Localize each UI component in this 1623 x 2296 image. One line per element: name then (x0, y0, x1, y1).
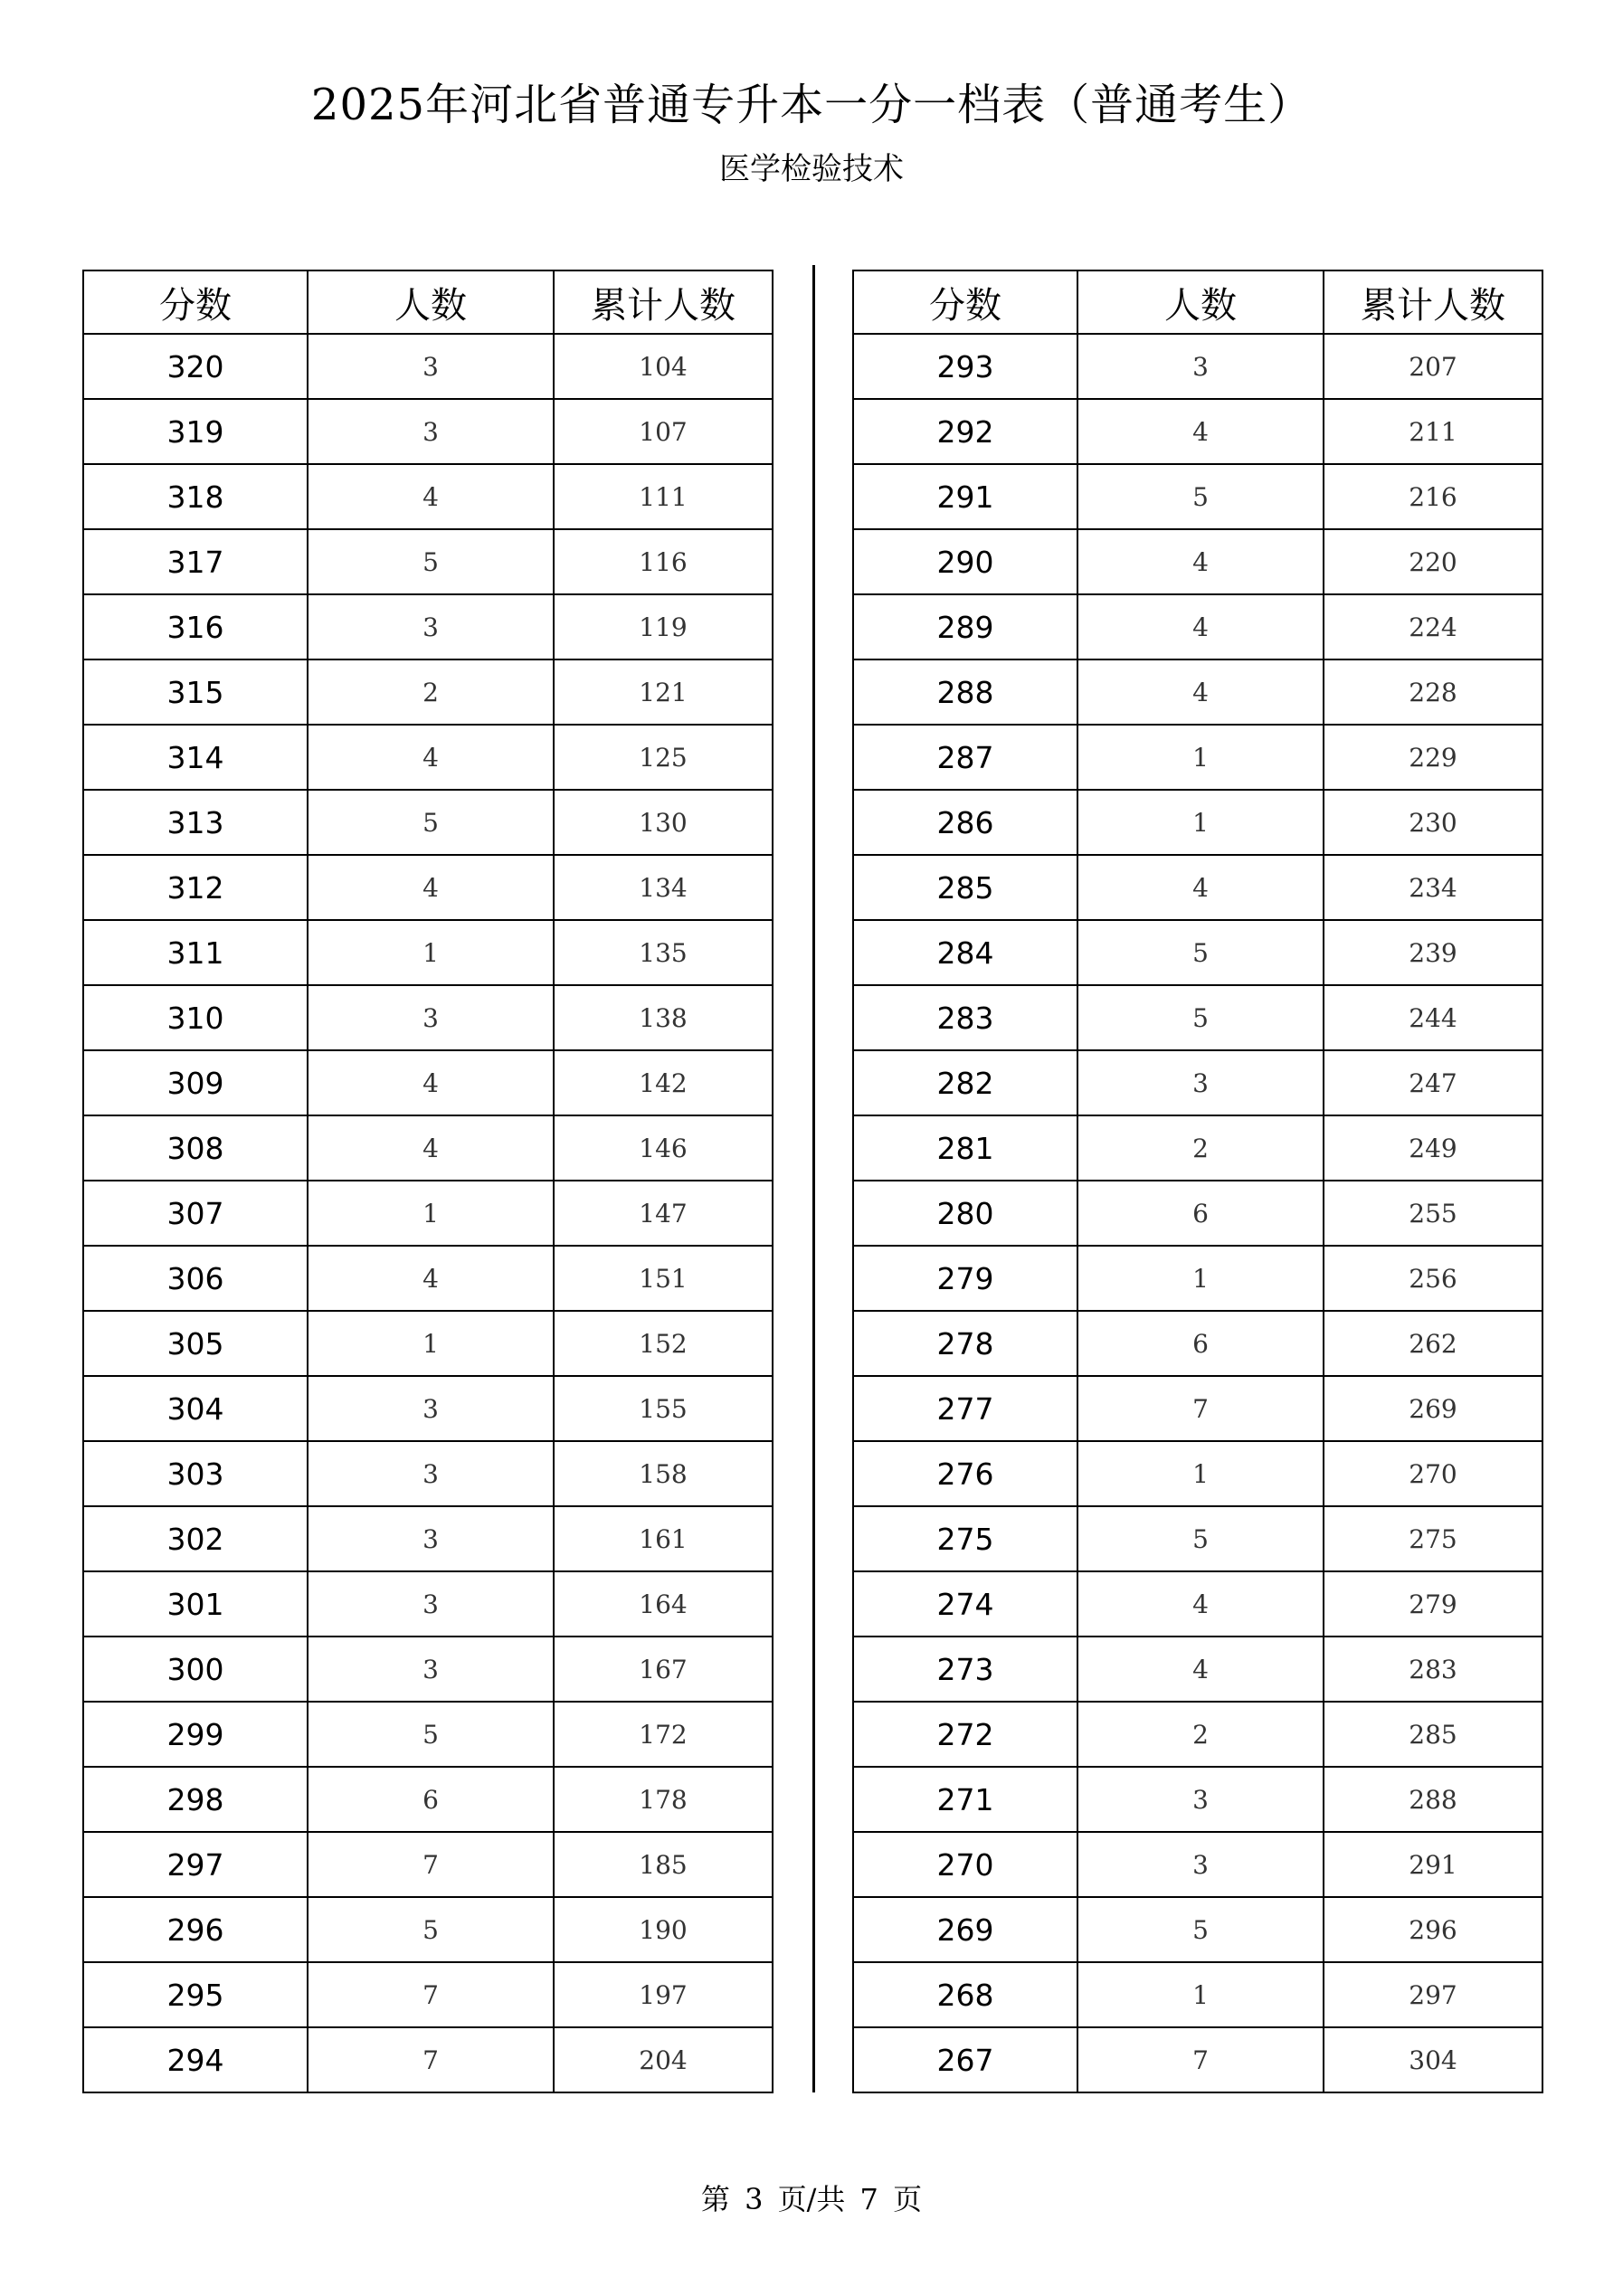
table-row (853, 725, 1542, 790)
score-cell: 291 (853, 464, 1077, 529)
table-row (83, 594, 773, 659)
cumulative-cell: 211 (1324, 399, 1542, 464)
table-row (83, 464, 773, 529)
score-cell: 274 (853, 1571, 1077, 1637)
table-row (83, 985, 773, 1050)
count-cell: 1 (1077, 1441, 1324, 1506)
count-cell: 1 (308, 1311, 554, 1376)
cumulative-cell: 239 (1324, 920, 1542, 985)
table-row (853, 920, 1542, 985)
count-cell: 2 (1077, 1115, 1324, 1181)
count-cell: 3 (308, 399, 554, 464)
count-cell: 3 (308, 1441, 554, 1506)
score-table-left (82, 270, 774, 2093)
score-cell: 277 (853, 1376, 1077, 1441)
table-row (853, 1506, 1542, 1571)
count-cell: 4 (1077, 855, 1324, 920)
count-cell: 1 (308, 1181, 554, 1246)
cumulative-cell: 130 (554, 790, 773, 855)
table-row (853, 855, 1542, 920)
score-cell: 281 (853, 1115, 1077, 1181)
cumulative-cell: 304 (1324, 2027, 1542, 2092)
cumulative-cell: 255 (1324, 1181, 1542, 1246)
score-cell: 295 (83, 1962, 308, 2027)
cumulative-cell: 116 (554, 529, 773, 594)
count-cell: 3 (308, 1571, 554, 1637)
count-cell: 3 (308, 334, 554, 399)
count-cell: 5 (308, 790, 554, 855)
cumulative-cell: 279 (1324, 1571, 1542, 1637)
count-cell: 3 (308, 1506, 554, 1571)
header-score: 分数 (853, 270, 1077, 334)
count-cell: 5 (1077, 920, 1324, 985)
count-cell: 7 (1077, 1376, 1324, 1441)
score-cell: 310 (83, 985, 308, 1050)
count-cell: 3 (308, 1637, 554, 1702)
cumulative-cell: 269 (1324, 1376, 1542, 1441)
table-row (853, 1962, 1542, 2027)
count-cell: 4 (308, 1246, 554, 1311)
cumulative-cell: 296 (1324, 1897, 1542, 1962)
table-row (83, 659, 773, 725)
score-table-right-body (853, 334, 1542, 2092)
count-cell: 4 (1077, 1571, 1324, 1637)
table-row (83, 529, 773, 594)
count-cell: 5 (308, 1897, 554, 1962)
table-row (853, 1050, 1542, 1115)
header-cumulative: 累计人数 (554, 270, 773, 334)
cumulative-cell: 285 (1324, 1702, 1542, 1767)
table-row (83, 1376, 773, 1441)
score-cell: 278 (853, 1311, 1077, 1376)
score-cell: 303 (83, 1441, 308, 1506)
table-row (83, 855, 773, 920)
cumulative-cell: 244 (1324, 985, 1542, 1050)
cumulative-cell: 134 (554, 855, 773, 920)
score-table-left-body (83, 334, 773, 2092)
score-cell: 300 (83, 1637, 308, 1702)
count-cell: 5 (308, 1702, 554, 1767)
score-cell: 305 (83, 1311, 308, 1376)
table-row (83, 399, 773, 464)
score-cell: 317 (83, 529, 308, 594)
cumulative-cell: 283 (1324, 1637, 1542, 1702)
count-cell: 1 (1077, 1962, 1324, 2027)
score-cell: 275 (853, 1506, 1077, 1571)
table-row (853, 1311, 1542, 1376)
table-row (853, 464, 1542, 529)
score-cell: 292 (853, 399, 1077, 464)
page-subtitle: 医学检验技术 (719, 151, 904, 187)
cumulative-cell: 125 (554, 725, 773, 790)
table-row (83, 1571, 773, 1637)
score-cell: 290 (853, 529, 1077, 594)
table-row (853, 594, 1542, 659)
table-header-row (853, 270, 1542, 334)
page-footer: 第 3 页/共 7 页 (700, 2182, 923, 2216)
score-cell: 284 (853, 920, 1077, 985)
cumulative-cell: 224 (1324, 594, 1542, 659)
table-row (83, 1181, 773, 1246)
cumulative-cell: 229 (1324, 725, 1542, 790)
table-row (83, 1246, 773, 1311)
score-cell: 294 (83, 2027, 308, 2092)
count-cell: 2 (308, 659, 554, 725)
cumulative-cell: 151 (554, 1246, 773, 1311)
table-row (83, 334, 773, 399)
table-row (853, 1702, 1542, 1767)
count-cell: 7 (308, 1962, 554, 2027)
count-cell: 4 (1077, 594, 1324, 659)
cumulative-cell: 119 (554, 594, 773, 659)
count-cell: 5 (1077, 1897, 1324, 1962)
count-cell: 5 (1077, 985, 1324, 1050)
score-cell: 293 (853, 334, 1077, 399)
score-cell: 308 (83, 1115, 308, 1181)
cumulative-cell: 104 (554, 334, 773, 399)
table-row (83, 725, 773, 790)
cumulative-cell: 256 (1324, 1246, 1542, 1311)
count-cell: 3 (1077, 1050, 1324, 1115)
count-cell: 4 (1077, 659, 1324, 725)
score-cell: 312 (83, 855, 308, 920)
cumulative-cell: 161 (554, 1506, 773, 1571)
score-cell: 307 (83, 1181, 308, 1246)
header-score: 分数 (83, 270, 308, 334)
count-cell: 4 (308, 725, 554, 790)
cumulative-cell: 142 (554, 1050, 773, 1115)
cumulative-cell: 230 (1324, 790, 1542, 855)
table-row (853, 659, 1542, 725)
table-row (853, 1181, 1542, 1246)
header-count: 人数 (1077, 270, 1324, 334)
count-cell: 7 (1077, 2027, 1324, 2092)
table-row (83, 1832, 773, 1897)
table-row (83, 1050, 773, 1115)
count-cell: 2 (1077, 1702, 1324, 1767)
cumulative-cell: 249 (1324, 1115, 1542, 1181)
score-cell: 298 (83, 1767, 308, 1832)
cumulative-cell: 228 (1324, 659, 1542, 725)
count-cell: 4 (1077, 399, 1324, 464)
count-cell: 3 (308, 1376, 554, 1441)
table-row (83, 1962, 773, 2027)
cumulative-cell: 107 (554, 399, 773, 464)
count-cell: 3 (1077, 1832, 1324, 1897)
cumulative-cell: 190 (554, 1897, 773, 1962)
header-cumulative: 累计人数 (1324, 270, 1542, 334)
count-cell: 3 (308, 985, 554, 1050)
table-row (83, 2027, 773, 2092)
cumulative-cell: 138 (554, 985, 773, 1050)
cumulative-cell: 270 (1324, 1441, 1542, 1506)
cumulative-cell: 178 (554, 1767, 773, 1832)
table-row (83, 1637, 773, 1702)
cumulative-cell: 158 (554, 1441, 773, 1506)
table-row (83, 1897, 773, 1962)
score-cell: 288 (853, 659, 1077, 725)
cumulative-cell: 135 (554, 920, 773, 985)
count-cell: 5 (1077, 464, 1324, 529)
score-cell: 287 (853, 725, 1077, 790)
cumulative-cell: 147 (554, 1181, 773, 1246)
score-cell: 314 (83, 725, 308, 790)
score-cell: 280 (853, 1181, 1077, 1246)
score-cell: 320 (83, 334, 308, 399)
score-cell: 286 (853, 790, 1077, 855)
cumulative-cell: 262 (1324, 1311, 1542, 1376)
table-row (853, 1637, 1542, 1702)
count-cell: 3 (1077, 1767, 1324, 1832)
score-cell: 316 (83, 594, 308, 659)
count-cell: 7 (308, 1832, 554, 1897)
table-row (853, 399, 1542, 464)
table-row (853, 529, 1542, 594)
count-cell: 1 (1077, 725, 1324, 790)
score-cell: 283 (853, 985, 1077, 1050)
cumulative-cell: 220 (1324, 529, 1542, 594)
cumulative-cell: 291 (1324, 1832, 1542, 1897)
table-row (853, 790, 1542, 855)
count-cell: 4 (308, 464, 554, 529)
count-cell: 5 (308, 529, 554, 594)
count-cell: 4 (1077, 529, 1324, 594)
table-row (83, 1702, 773, 1767)
count-cell: 1 (1077, 1246, 1324, 1311)
count-cell: 4 (308, 1115, 554, 1181)
table-row (853, 1897, 1542, 1962)
score-cell: 302 (83, 1506, 308, 1571)
score-cell: 311 (83, 920, 308, 985)
column-divider (812, 265, 815, 2092)
cumulative-cell: 185 (554, 1832, 773, 1897)
table-row (83, 1115, 773, 1181)
table-row (853, 1246, 1542, 1311)
table-row (853, 2027, 1542, 2092)
table-row (853, 1767, 1542, 1832)
table-row (83, 1441, 773, 1506)
table-row (83, 920, 773, 985)
score-cell: 273 (853, 1637, 1077, 1702)
cumulative-cell: 204 (554, 2027, 773, 2092)
cumulative-cell: 164 (554, 1571, 773, 1637)
score-cell: 318 (83, 464, 308, 529)
table-row (853, 1115, 1542, 1181)
table-row (83, 1311, 773, 1376)
score-cell: 309 (83, 1050, 308, 1115)
score-cell: 276 (853, 1441, 1077, 1506)
table-row (853, 334, 1542, 399)
count-cell: 7 (308, 2027, 554, 2092)
cumulative-cell: 207 (1324, 334, 1542, 399)
count-cell: 4 (308, 855, 554, 920)
cumulative-cell: 297 (1324, 1962, 1542, 2027)
score-table-right (852, 270, 1543, 2093)
score-cell: 296 (83, 1897, 308, 1962)
score-cell: 282 (853, 1050, 1077, 1115)
table-row (83, 790, 773, 855)
table-row (83, 1767, 773, 1832)
score-cell: 268 (853, 1962, 1077, 2027)
cumulative-cell: 111 (554, 464, 773, 529)
count-cell: 6 (308, 1767, 554, 1832)
score-cell: 319 (83, 399, 308, 464)
cumulative-cell: 288 (1324, 1767, 1542, 1832)
score-cell: 267 (853, 2027, 1077, 2092)
table-row (853, 1441, 1542, 1506)
cumulative-cell: 216 (1324, 464, 1542, 529)
table-row (83, 1506, 773, 1571)
count-cell: 6 (1077, 1181, 1324, 1246)
page-title: 2025年河北省普通专升本一分一档表（普通考生） (310, 80, 1313, 130)
score-cell: 297 (83, 1832, 308, 1897)
score-cell: 272 (853, 1702, 1077, 1767)
score-cell: 299 (83, 1702, 308, 1767)
cumulative-cell: 172 (554, 1702, 773, 1767)
count-cell: 4 (308, 1050, 554, 1115)
score-cell: 306 (83, 1246, 308, 1311)
score-cell: 269 (853, 1897, 1077, 1962)
table-header-row (83, 270, 773, 334)
count-cell: 1 (1077, 790, 1324, 855)
score-cell: 289 (853, 594, 1077, 659)
cumulative-cell: 152 (554, 1311, 773, 1376)
cumulative-cell: 155 (554, 1376, 773, 1441)
count-cell: 6 (1077, 1311, 1324, 1376)
count-cell: 3 (1077, 334, 1324, 399)
table-row (853, 985, 1542, 1050)
count-cell: 3 (308, 594, 554, 659)
count-cell: 1 (308, 920, 554, 985)
table-row (853, 1571, 1542, 1637)
cumulative-cell: 146 (554, 1115, 773, 1181)
score-cell: 301 (83, 1571, 308, 1637)
table-row (853, 1832, 1542, 1897)
score-cell: 270 (853, 1832, 1077, 1897)
count-cell: 4 (1077, 1637, 1324, 1702)
table-row (853, 1376, 1542, 1441)
score-cell: 315 (83, 659, 308, 725)
cumulative-cell: 121 (554, 659, 773, 725)
cumulative-cell: 247 (1324, 1050, 1542, 1115)
score-cell: 313 (83, 790, 308, 855)
score-cell: 271 (853, 1767, 1077, 1832)
score-cell: 285 (853, 855, 1077, 920)
score-cell: 304 (83, 1376, 308, 1441)
score-cell: 279 (853, 1246, 1077, 1311)
header-count: 人数 (308, 270, 554, 334)
cumulative-cell: 275 (1324, 1506, 1542, 1571)
count-cell: 5 (1077, 1506, 1324, 1571)
cumulative-cell: 167 (554, 1637, 773, 1702)
cumulative-cell: 197 (554, 1962, 773, 2027)
cumulative-cell: 234 (1324, 855, 1542, 920)
